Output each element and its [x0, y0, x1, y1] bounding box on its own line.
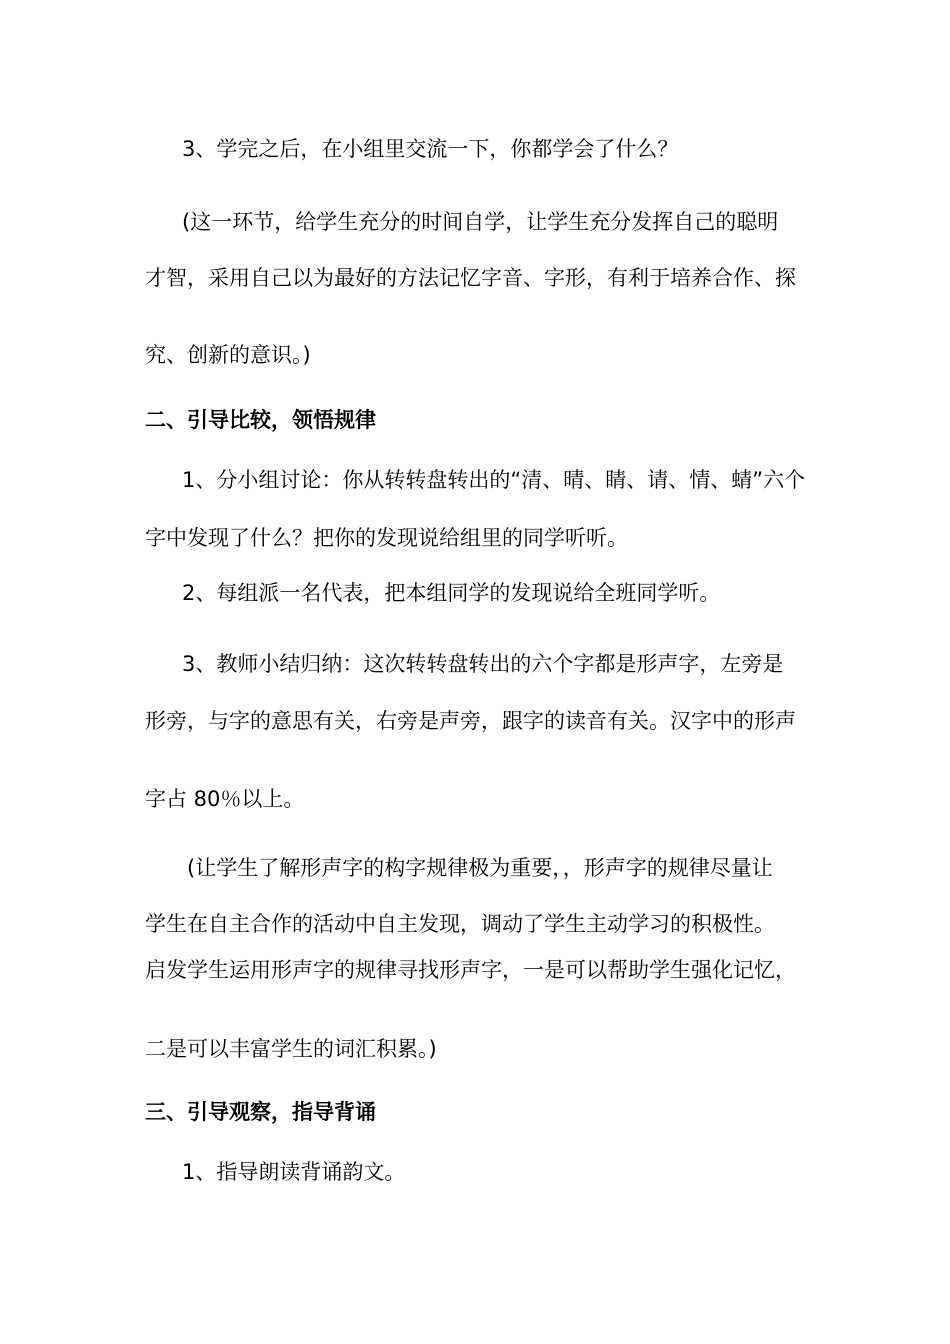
paragraph-line-note2-third: 启发学生运用形声字的规律寻找形声字，一是可以帮助学生强化记忆，: [145, 958, 796, 982]
section-heading-recite: 三、引导观察，指导背诵: [145, 1100, 376, 1124]
paragraph-line-note1-start: (这一环节，给学生充分的时间自学，让学生充分发挥自己的聪明: [182, 210, 779, 234]
paragraph-line-note2-start: (让学生了解形声字的构字规律极为重要，，形声字的规律尽量让: [187, 856, 773, 880]
paragraph-line-summary-end: 字占 80％以上。: [145, 787, 305, 811]
paragraph-line-recite: 1、指导朗读背诵韵文。: [182, 1160, 406, 1184]
paragraph-line-note2-second: 学生在自主合作的活动中自主发现，调动了学生主动学习的积极性。: [145, 912, 775, 936]
paragraph-line-step3-exchange: 3、学完之后，在小组里交流一下，你都学会了什么？: [182, 137, 679, 161]
paragraph-line-summary-start: 3、教师小结归纳：这次转转盘转出的六个字都是形声字，左旁是: [182, 652, 784, 676]
paragraph-line-note1-end: 究、创新的意识。): [145, 343, 311, 367]
paragraph-line-discuss-end: 字中发现了什么？把你的发现说给组里的同学听听。: [145, 526, 628, 550]
section-heading-compare: 二、引导比较，领悟规律: [145, 408, 376, 432]
paragraph-line-note1-middle: 才智，采用自己以为最好的方法记忆字音、字形，有利于培养合作、探: [145, 266, 796, 290]
paragraph-line-note2-end: 二是可以丰富学生的词汇积累。): [145, 1037, 437, 1061]
paragraph-line-representative: 2、每组派一名代表，把本组同学的发现说给全班同学听。: [182, 581, 721, 605]
paragraph-line-summary-middle: 形旁，与字的意思有关，右旁是声旁，跟字的读音有关。汉字中的形声: [145, 709, 796, 733]
paragraph-line-discuss-start: 1、分小组讨论：你从转转盘转出的“清、晴、睛、请、情、蜻”六个: [182, 468, 806, 492]
